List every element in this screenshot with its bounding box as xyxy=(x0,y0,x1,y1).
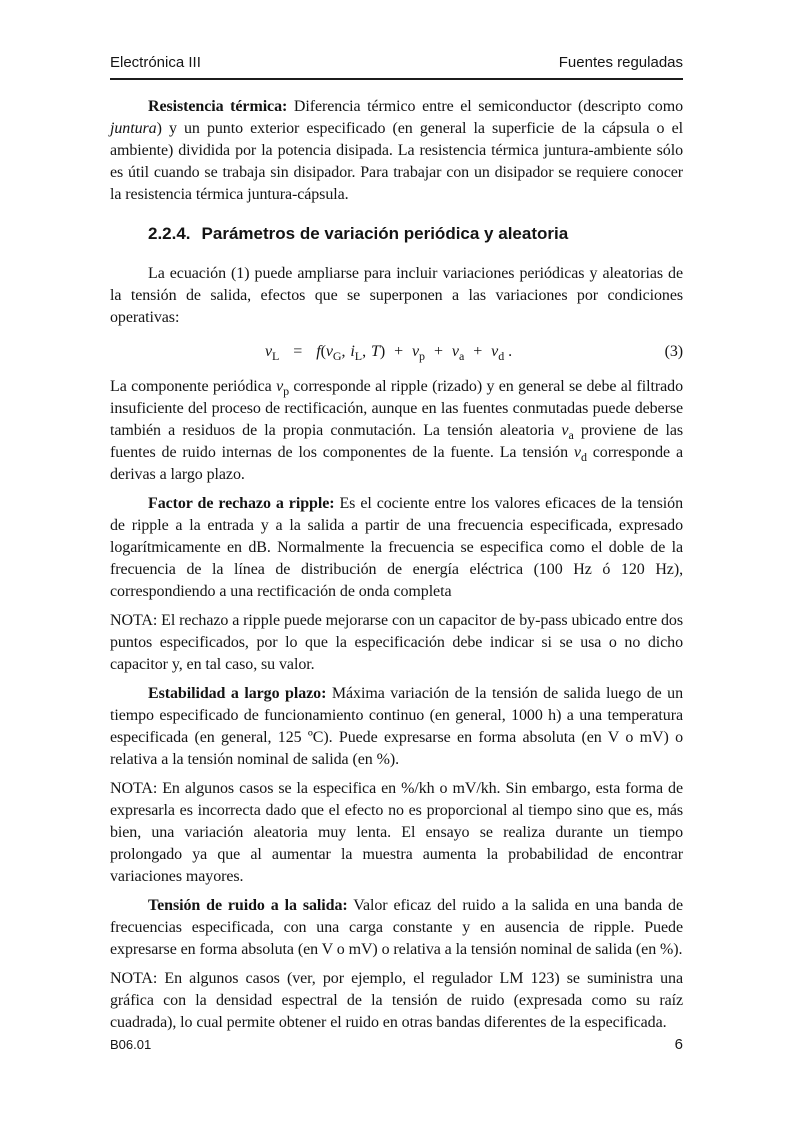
text-run: Diferencia térmico entre el semiconductor (descripto como xyxy=(287,98,683,115)
term-estabilidad: Estabilidad a largo plazo: xyxy=(148,685,327,702)
term-resistencia-termica: Resistencia térmica: xyxy=(148,98,288,115)
term-tension-ruido: Tensión de ruido a la salida: xyxy=(148,897,348,914)
close-paren: ) xyxy=(379,343,386,360)
sub-a: a xyxy=(458,349,465,364)
var-i-L: i xyxy=(350,343,355,360)
sub-G: G xyxy=(332,349,342,364)
paragraph-nota-estabilidad: NOTA: En algunos casos se la especifica en %/kh o mV/kh. Sin embargo, esta forma de expresarla es incorrecta dado que el efecto no es proporcional al tiempo sino que es, más bien, una variación aleatoria muy lenta. El ensayo se realiza durante un tiempo prolongado ya que al aumentar la muestra aumenta la probabilidad de encontrar variaciones mayores. xyxy=(110,780,683,885)
comma: , xyxy=(362,343,366,360)
sub-p: p xyxy=(419,349,425,364)
plus-sign: + xyxy=(433,343,443,360)
equation-period: . xyxy=(508,343,513,360)
paragraph-estabilidad xyxy=(110,683,683,771)
text-run: Es el cociente entre los valores eficaces de la tensión de ripple a la entrada y a la salida a partir de una frecuencia especificada, expresado logarítmicamente en dB. Normalmente la frecuencia se especifica como el doble de la frecuencia de la línea de distribución de energía eléctrica (100 Hz ó 120 Hz), correspondiendo a una rectificación de onda completa xyxy=(110,495,683,600)
section-title: Parámetros de variación periódica y aleatoria xyxy=(201,224,569,243)
page-number: 6 xyxy=(674,1036,683,1053)
text-run: Máxima variación de la tensión de salida luego de un tiempo especificado de funcionamiento continuo (en general, 1000 h) a una temperatura especificada (en general, 125 ºC). Puede expresarse en forma absoluta (en V o mV) o relativa a la tensión nominal de salida (en %). xyxy=(110,685,684,768)
var-v-p: v xyxy=(412,343,420,360)
func-f: f xyxy=(316,343,321,360)
paragraph-componente-periodica xyxy=(110,376,683,486)
sub-d: d xyxy=(498,349,505,364)
doc-code: B06.01 xyxy=(110,1037,152,1052)
var-v-a: v xyxy=(451,343,459,360)
term-juntura-italic: juntura xyxy=(110,120,157,137)
paragraph-nota-ripple: NOTA: El rechazo a ripple puede mejorarse con un capacitor de by-pass ubicado entre dos puntos especificados, por lo que la especificación debe indicar si se usa o no dicho capacitor y, en tal caso, su valor. xyxy=(110,612,683,673)
section-number: 2.2.4. xyxy=(148,224,191,243)
paragraph-tension-ruido xyxy=(110,895,683,961)
var-v-p-inline: v xyxy=(276,378,284,395)
var-v-L: v xyxy=(265,343,273,360)
term-factor-rechazo: Factor de rechazo a ripple: xyxy=(148,495,335,512)
text-run: corresponde a derivas a largo plazo. xyxy=(110,444,684,483)
header-course-title: Electrónica III xyxy=(110,54,201,71)
text-run: La componente periódica xyxy=(110,378,277,395)
sub-L2: L xyxy=(354,349,363,364)
plus-sign: + xyxy=(473,343,483,360)
equals-sign: = xyxy=(293,343,303,360)
comma: , xyxy=(341,343,346,360)
equation-number: (3) xyxy=(664,343,683,360)
var-v-d-inline: v xyxy=(573,444,581,461)
sub-p-inline: p xyxy=(283,384,290,399)
paragraph-ecuacion-intro: La ecuación (1) puede ampliarse para incluir variaciones periódicas y aleatorias de la tensión de salida, efectos que se superponen a las variaciones por condiciones operativas: xyxy=(110,265,683,326)
paragraph-nota-ruido: NOTA: En algunos casos (ver, por ejemplo, el regulador LM 123) se suministra una gráfica con la densidad espectral de la tensión de ruido (expresada como su raíz cuadrada), lo cual permite obtener el ruido en otras bandas diferentes de la especificada. xyxy=(110,970,683,1031)
paragraph-factor-rechazo xyxy=(110,493,683,603)
plus-sign: + xyxy=(394,343,404,360)
equation-expression xyxy=(265,343,513,364)
header-chapter-title: Fuentes reguladas xyxy=(558,54,683,71)
page-footer xyxy=(110,1036,683,1053)
sub-a-inline: a xyxy=(568,428,574,443)
text-run: corresponde al ripple (rizado) y en general se debe al filtrado insuficiente del proceso de rectificación, aunque en las fuentes conmutadas puede deberse también a residuos de la propia conmutación. La tensión aleatoria xyxy=(110,378,683,439)
page-header xyxy=(110,54,683,80)
section-heading xyxy=(110,223,683,244)
sub-L: L xyxy=(272,349,280,364)
document-body xyxy=(110,80,683,1034)
paragraph-resistencia-termica xyxy=(110,96,683,206)
text-run: proviene de las fuentes de ruido internas de los componentes de la fuente. La tensión xyxy=(110,422,683,461)
text-run: Valor eficaz del ruido a la salida en una banda de frecuencias especificada, con una carga constante y en ausencia de ripple. Puede expresarse en forma absoluta (en V o mV) o relativa a la tensión nominal de salida (en %). xyxy=(110,897,684,958)
sub-d-inline: d xyxy=(580,450,587,465)
var-v-d: v xyxy=(491,343,499,360)
var-T: T xyxy=(370,343,380,360)
text-run: ) y un punto exterior especificado (en general la superficie de la cápsula o el ambiente) dividida por la potencia disipada. La resistencia térmica juntura-ambiente sólo es útil cuando se trabaja sin disipador. Para trabajar con un disipador se requiere conocer la resistencia térmica juntura-cápsula. xyxy=(110,120,683,203)
var-v-a-inline: v xyxy=(561,422,569,439)
equation-3 xyxy=(110,341,683,363)
var-v-G: v xyxy=(325,343,333,360)
open-paren: ( xyxy=(320,343,326,360)
